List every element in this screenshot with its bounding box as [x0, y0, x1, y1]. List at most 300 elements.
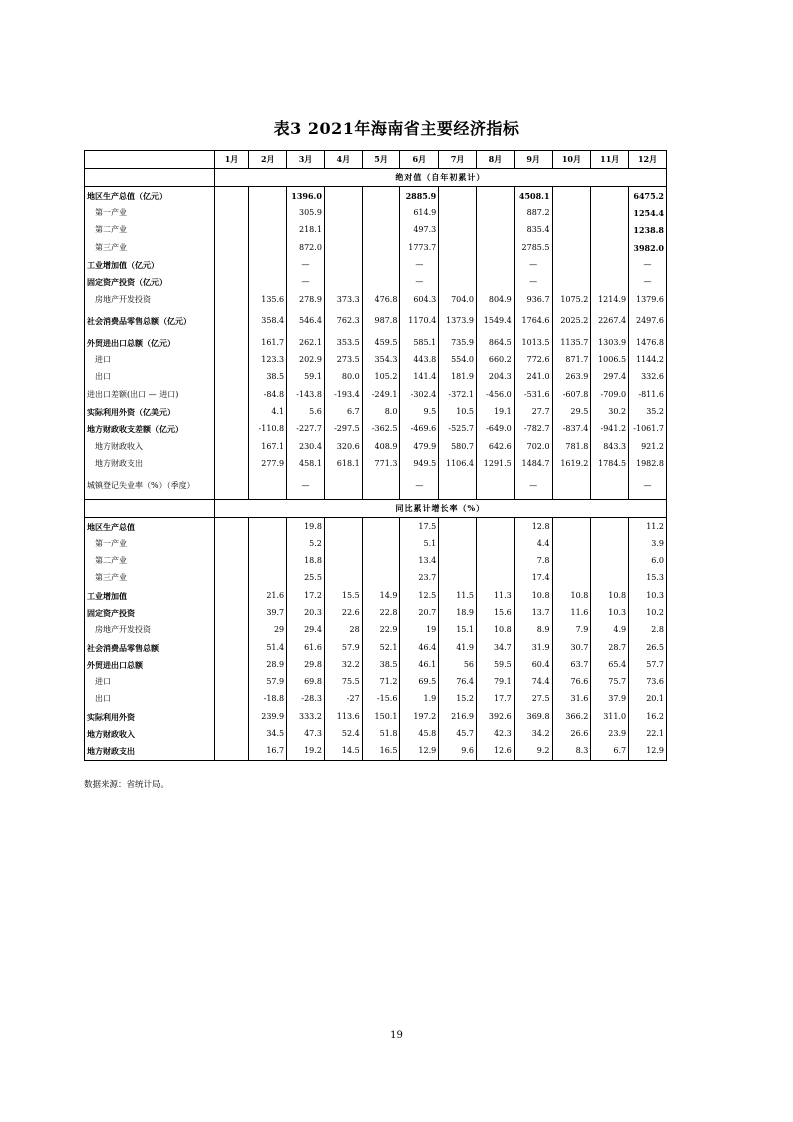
- value-cell: 6475.2: [629, 187, 667, 205]
- table-row: [85, 369, 667, 386]
- value-cell: [439, 535, 477, 552]
- value-cell: 80.0: [324, 369, 362, 386]
- value-cell: [439, 205, 477, 222]
- value-cell: 15.5: [324, 587, 362, 604]
- value-cell: 230.4: [287, 438, 325, 455]
- value-cell: 28: [324, 622, 362, 639]
- value-cell: 34.7: [477, 639, 515, 656]
- value-cell: [249, 553, 287, 570]
- value-cell: 1982.8: [629, 455, 667, 472]
- row-label: 实际利用外资: [85, 708, 215, 725]
- row-label: 房地产开发投资: [85, 291, 215, 308]
- row-label: 第二产业: [85, 222, 215, 239]
- header-corner-cell: [85, 151, 215, 169]
- value-cell: [214, 639, 249, 656]
- table-row: [85, 187, 667, 205]
- value-cell: -811.6: [629, 386, 667, 403]
- value-cell: 835.4: [514, 222, 552, 239]
- value-cell: 26.6: [552, 726, 591, 743]
- table-row: [85, 473, 667, 500]
- value-cell: [591, 239, 629, 256]
- value-cell: 45.8: [400, 726, 439, 743]
- page-number: 19: [390, 1030, 403, 1041]
- value-cell: [324, 239, 362, 256]
- value-cell: [439, 256, 477, 273]
- value-cell: [362, 205, 400, 222]
- value-cell: -28.3: [287, 691, 325, 708]
- value-cell: [214, 205, 249, 222]
- value-cell: [214, 535, 249, 552]
- value-cell: 19.1: [477, 404, 515, 421]
- section-title: 绝对值（自年初累计）: [214, 169, 666, 187]
- row-label: 城镇登记失业率（%）（季度）: [85, 473, 215, 500]
- value-cell: [249, 256, 287, 273]
- value-cell: [591, 274, 629, 291]
- table-row: [85, 639, 667, 656]
- value-cell: [477, 570, 515, 587]
- value-cell: 1291.5: [477, 455, 515, 472]
- value-cell: 8.0: [362, 404, 400, 421]
- value-cell: 4508.1: [514, 187, 552, 205]
- row-label: 固定资产投资（亿元）: [85, 274, 215, 291]
- value-cell: 11.2: [629, 518, 667, 536]
- value-cell: -649.0: [477, 421, 515, 438]
- value-cell: [591, 535, 629, 552]
- value-cell: 4.9: [591, 622, 629, 639]
- value-cell: [362, 256, 400, 273]
- value-cell: 333.2: [287, 708, 325, 725]
- value-cell: 864.5: [477, 334, 515, 351]
- value-cell: 458.1: [287, 455, 325, 472]
- value-cell: —: [629, 256, 667, 273]
- value-cell: 19.2: [287, 743, 325, 761]
- value-cell: 1254.4: [629, 205, 667, 222]
- value-cell: 28.7: [591, 639, 629, 656]
- value-cell: 1484.7: [514, 455, 552, 472]
- month-header: 3月: [287, 151, 325, 169]
- value-cell: 585.1: [400, 334, 439, 351]
- value-cell: 60.4: [514, 656, 552, 673]
- value-cell: -18.8: [249, 691, 287, 708]
- value-cell: 141.4: [400, 369, 439, 386]
- value-cell: 3982.0: [629, 239, 667, 256]
- value-cell: 305.9: [287, 205, 325, 222]
- value-cell: [591, 222, 629, 239]
- value-cell: [324, 473, 362, 500]
- value-cell: 9.6: [439, 743, 477, 761]
- value-cell: [324, 256, 362, 273]
- value-cell: [324, 535, 362, 552]
- value-cell: -531.6: [514, 386, 552, 403]
- value-cell: 73.6: [629, 674, 667, 691]
- value-cell: [477, 473, 515, 500]
- value-cell: 263.9: [552, 369, 591, 386]
- value-cell: [591, 553, 629, 570]
- value-cell: [362, 274, 400, 291]
- value-cell: 554.0: [439, 352, 477, 369]
- value-cell: 369.8: [514, 708, 552, 725]
- row-label: 地方财政收支差额（亿元）: [85, 421, 215, 438]
- value-cell: 443.8: [400, 352, 439, 369]
- value-cell: [249, 187, 287, 205]
- value-cell: 39.7: [249, 605, 287, 622]
- table-row: [85, 438, 667, 455]
- value-cell: [214, 587, 249, 604]
- value-cell: 12.9: [629, 743, 667, 761]
- value-cell: [439, 553, 477, 570]
- value-cell: [477, 553, 515, 570]
- month-header: 11月: [591, 151, 629, 169]
- value-cell: —: [287, 274, 325, 291]
- value-cell: 23.7: [400, 570, 439, 587]
- value-cell: 181.9: [439, 369, 477, 386]
- value-cell: -709.0: [591, 386, 629, 403]
- row-label: 地方财政支出: [85, 455, 215, 472]
- value-cell: —: [400, 274, 439, 291]
- table-row: [85, 352, 667, 369]
- value-cell: 10.3: [591, 605, 629, 622]
- table-row: [85, 386, 667, 403]
- value-cell: [552, 518, 591, 536]
- value-cell: 10.3: [629, 587, 667, 604]
- section-blank-cell: [85, 169, 215, 187]
- value-cell: 1476.8: [629, 334, 667, 351]
- value-cell: 65.4: [591, 656, 629, 673]
- value-cell: [439, 187, 477, 205]
- value-cell: 10.8: [514, 587, 552, 604]
- value-cell: 12.8: [514, 518, 552, 536]
- value-cell: 5.1: [400, 535, 439, 552]
- table-row: [85, 404, 667, 421]
- table-row: [85, 570, 667, 587]
- value-cell: [324, 553, 362, 570]
- value-cell: 2267.4: [591, 308, 629, 334]
- value-cell: 218.1: [287, 222, 325, 239]
- value-cell: -372.1: [439, 386, 477, 403]
- value-cell: [324, 205, 362, 222]
- value-cell: 1549.4: [477, 308, 515, 334]
- value-cell: [477, 274, 515, 291]
- month-header-row: [85, 151, 667, 169]
- row-label: 进出口差额(出口 — 进口): [85, 386, 215, 403]
- row-label: 地方财政支出: [85, 743, 215, 761]
- value-cell: [324, 518, 362, 536]
- row-label: 外贸进出口总额（亿元）: [85, 334, 215, 351]
- value-cell: 1396.0: [287, 187, 325, 205]
- value-cell: 239.9: [249, 708, 287, 725]
- value-cell: 42.3: [477, 726, 515, 743]
- value-cell: 167.1: [249, 438, 287, 455]
- value-cell: 46.4: [400, 639, 439, 656]
- row-label: 出口: [85, 691, 215, 708]
- table-row: [85, 308, 667, 334]
- value-cell: -143.8: [287, 386, 325, 403]
- value-cell: 772.6: [514, 352, 552, 369]
- table-row: [85, 553, 667, 570]
- value-cell: 354.3: [362, 352, 400, 369]
- value-cell: 38.5: [249, 369, 287, 386]
- value-cell: 277.9: [249, 455, 287, 472]
- value-cell: [214, 187, 249, 205]
- value-cell: 46.1: [400, 656, 439, 673]
- value-cell: 11.6: [552, 605, 591, 622]
- value-cell: 1303.9: [591, 334, 629, 351]
- value-cell: 63.7: [552, 656, 591, 673]
- value-cell: 262.1: [287, 334, 325, 351]
- value-cell: [214, 691, 249, 708]
- value-cell: 113.6: [324, 708, 362, 725]
- value-cell: 20.1: [629, 691, 667, 708]
- value-cell: 161.7: [249, 334, 287, 351]
- value-cell: 59.1: [287, 369, 325, 386]
- table-row: [85, 274, 667, 291]
- value-cell: 6.0: [629, 553, 667, 570]
- value-cell: 7.8: [514, 553, 552, 570]
- value-cell: [477, 535, 515, 552]
- value-cell: [324, 187, 362, 205]
- value-cell: [552, 222, 591, 239]
- month-header: 5月: [362, 151, 400, 169]
- value-cell: [249, 274, 287, 291]
- row-label: 第二产业: [85, 553, 215, 570]
- value-cell: 476.8: [362, 291, 400, 308]
- value-cell: [362, 570, 400, 587]
- value-cell: [214, 352, 249, 369]
- value-cell: 704.0: [439, 291, 477, 308]
- section-blank-cell: [85, 499, 215, 517]
- value-cell: 79.1: [477, 674, 515, 691]
- value-cell: 41.9: [439, 639, 477, 656]
- value-cell: 311.0: [591, 708, 629, 725]
- value-cell: 604.3: [400, 291, 439, 308]
- row-label: 外贸进出口总额: [85, 656, 215, 673]
- row-label: 房地产开发投资: [85, 622, 215, 639]
- value-cell: [591, 518, 629, 536]
- value-cell: 14.9: [362, 587, 400, 604]
- value-cell: -782.7: [514, 421, 552, 438]
- value-cell: 1170.4: [400, 308, 439, 334]
- value-cell: [591, 187, 629, 205]
- value-cell: [552, 205, 591, 222]
- value-cell: 31.6: [552, 691, 591, 708]
- value-cell: [214, 708, 249, 725]
- value-cell: 35.2: [629, 404, 667, 421]
- value-cell: -297.5: [324, 421, 362, 438]
- value-cell: 17.5: [400, 518, 439, 536]
- value-cell: -15.6: [362, 691, 400, 708]
- month-header: 9月: [514, 151, 552, 169]
- row-label: 进口: [85, 352, 215, 369]
- value-cell: 135.6: [249, 291, 287, 308]
- value-cell: [477, 205, 515, 222]
- value-cell: -110.8: [249, 421, 287, 438]
- value-cell: 19: [400, 622, 439, 639]
- value-cell: 459.5: [362, 334, 400, 351]
- table-row: [85, 726, 667, 743]
- value-cell: [439, 274, 477, 291]
- month-header: 10月: [552, 151, 591, 169]
- value-cell: 241.0: [514, 369, 552, 386]
- table-row: [85, 743, 667, 761]
- value-cell: 12.5: [400, 587, 439, 604]
- value-cell: 332.6: [629, 369, 667, 386]
- value-cell: [249, 473, 287, 500]
- value-cell: -27: [324, 691, 362, 708]
- value-cell: 10.2: [629, 605, 667, 622]
- value-cell: 2497.6: [629, 308, 667, 334]
- table-row: [85, 587, 667, 604]
- table-row: [85, 455, 667, 472]
- value-cell: [591, 473, 629, 500]
- table-row: [85, 622, 667, 639]
- value-cell: 29.8: [287, 656, 325, 673]
- value-cell: [477, 518, 515, 536]
- value-cell: 26.5: [629, 639, 667, 656]
- value-cell: 20.3: [287, 605, 325, 622]
- value-cell: [214, 222, 249, 239]
- value-cell: 1.9: [400, 691, 439, 708]
- value-cell: [362, 187, 400, 205]
- value-cell: [439, 239, 477, 256]
- value-cell: 10.5: [439, 404, 477, 421]
- month-header: 12月: [629, 151, 667, 169]
- value-cell: 702.0: [514, 438, 552, 455]
- value-cell: 18.9: [439, 605, 477, 622]
- value-cell: [552, 256, 591, 273]
- row-label: 进口: [85, 674, 215, 691]
- value-cell: 1006.5: [591, 352, 629, 369]
- value-cell: 29.5: [552, 404, 591, 421]
- row-label: 地方财政收入: [85, 726, 215, 743]
- value-cell: 10.8: [552, 587, 591, 604]
- value-cell: 1013.5: [514, 334, 552, 351]
- value-cell: 373.3: [324, 291, 362, 308]
- value-cell: [214, 553, 249, 570]
- value-cell: 804.9: [477, 291, 515, 308]
- month-header: 4月: [324, 151, 362, 169]
- value-cell: 1773.7: [400, 239, 439, 256]
- value-cell: 2885.9: [400, 187, 439, 205]
- row-label: 地区生产总值（亿元）: [85, 187, 215, 205]
- value-cell: 497.3: [400, 222, 439, 239]
- value-cell: 15.3: [629, 570, 667, 587]
- value-cell: 987.8: [362, 308, 400, 334]
- row-label: 第三产业: [85, 570, 215, 587]
- value-cell: 22.6: [324, 605, 362, 622]
- value-cell: 479.9: [400, 438, 439, 455]
- value-cell: -1061.7: [629, 421, 667, 438]
- value-cell: 1373.9: [439, 308, 477, 334]
- value-cell: 69.5: [400, 674, 439, 691]
- value-cell: 15.2: [439, 691, 477, 708]
- value-cell: 273.5: [324, 352, 362, 369]
- value-cell: 29.4: [287, 622, 325, 639]
- value-cell: 31.9: [514, 639, 552, 656]
- value-cell: 27.7: [514, 404, 552, 421]
- value-cell: 16.7: [249, 743, 287, 761]
- table-row: [85, 205, 667, 222]
- value-cell: 12.6: [477, 743, 515, 761]
- value-cell: 771.3: [362, 455, 400, 472]
- value-cell: [214, 570, 249, 587]
- value-cell: 105.2: [362, 369, 400, 386]
- value-cell: 51.8: [362, 726, 400, 743]
- section-title: 同比累计增长率（%）: [214, 499, 666, 517]
- value-cell: [591, 205, 629, 222]
- value-cell: 71.2: [362, 674, 400, 691]
- value-cell: [552, 187, 591, 205]
- value-cell: 2785.5: [514, 239, 552, 256]
- value-cell: 18.8: [287, 553, 325, 570]
- value-cell: 23.9: [591, 726, 629, 743]
- value-cell: [362, 535, 400, 552]
- value-cell: 57.9: [324, 639, 362, 656]
- value-cell: 887.2: [514, 205, 552, 222]
- value-cell: 9.5: [400, 404, 439, 421]
- value-cell: 61.6: [287, 639, 325, 656]
- value-cell: 75.7: [591, 674, 629, 691]
- value-cell: 29: [249, 622, 287, 639]
- value-cell: [552, 473, 591, 500]
- value-cell: 3.9: [629, 535, 667, 552]
- value-cell: 1214.9: [591, 291, 629, 308]
- value-cell: [477, 222, 515, 239]
- value-cell: 320.6: [324, 438, 362, 455]
- value-cell: 59.5: [477, 656, 515, 673]
- value-cell: —: [400, 473, 439, 500]
- value-cell: -941.2: [591, 421, 629, 438]
- value-cell: 4.4: [514, 535, 552, 552]
- value-cell: —: [629, 473, 667, 500]
- value-cell: 871.7: [552, 352, 591, 369]
- value-cell: 781.8: [552, 438, 591, 455]
- row-label: 地区生产总值: [85, 518, 215, 536]
- value-cell: 10.8: [591, 587, 629, 604]
- value-cell: 74.4: [514, 674, 552, 691]
- value-cell: 1238.8: [629, 222, 667, 239]
- value-cell: 123.3: [249, 352, 287, 369]
- value-cell: 22.8: [362, 605, 400, 622]
- value-cell: 32.2: [324, 656, 362, 673]
- row-label: 工业增加值（亿元）: [85, 256, 215, 273]
- table-row: [85, 222, 667, 239]
- value-cell: 1619.2: [552, 455, 591, 472]
- value-cell: 52.1: [362, 639, 400, 656]
- table-row: [85, 656, 667, 673]
- value-cell: 278.9: [287, 291, 325, 308]
- value-cell: [249, 239, 287, 256]
- value-cell: 15.1: [439, 622, 477, 639]
- value-cell: 4.1: [249, 404, 287, 421]
- value-cell: 11.5: [439, 587, 477, 604]
- value-cell: [591, 256, 629, 273]
- value-cell: 11.3: [477, 587, 515, 604]
- value-cell: 34.2: [514, 726, 552, 743]
- value-cell: 75.5: [324, 674, 362, 691]
- value-cell: 27.5: [514, 691, 552, 708]
- value-cell: 1764.6: [514, 308, 552, 334]
- value-cell: [214, 674, 249, 691]
- value-cell: 15.6: [477, 605, 515, 622]
- value-cell: [477, 187, 515, 205]
- value-cell: 6.7: [324, 404, 362, 421]
- value-cell: [214, 239, 249, 256]
- value-cell: [214, 334, 249, 351]
- table-row: [85, 256, 667, 273]
- value-cell: 38.5: [362, 656, 400, 673]
- value-cell: [214, 308, 249, 334]
- value-cell: [477, 239, 515, 256]
